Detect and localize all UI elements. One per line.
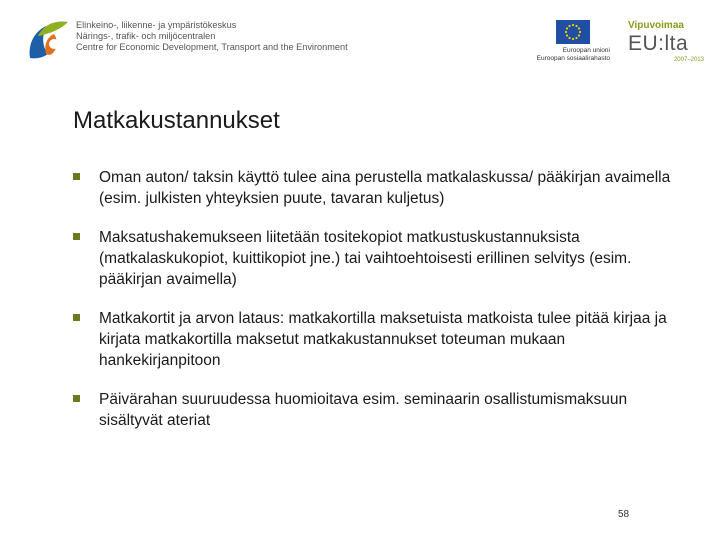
vipuvoimaa-title: Vipuvoimaa — [628, 20, 684, 31]
slide-title: Matkakustannukset — [73, 107, 280, 134]
eu-flag-icon — [556, 20, 590, 44]
bullet-text: Maksatushakemukseen liitetään tositekopiot matkustuskustannuksista (matkalaskukopiot, kuittikopiot jne.) tai vaihtoehtoisesti erillinen selvitys (esim. pääkirjan avaimella) — [99, 229, 632, 288]
slide-header — [0, 0, 720, 80]
square-bullet-icon — [73, 173, 80, 180]
program-years: 2007–2013 — [673, 57, 704, 63]
eu-caption — [520, 47, 610, 63]
ely-logo-icon — [24, 18, 70, 64]
bullet-text: Päivärahan suuruudessa huomioitava esim. seminaarin osallistumismaksuun sisältyvät ateriat — [99, 391, 628, 429]
eu-lta-label: EU:lta — [628, 32, 689, 55]
ely-name-sv: Närings-, trafik- och miljöcentralen — [76, 31, 216, 41]
page-number: 58 — [618, 509, 630, 520]
ely-name-fi: Elinkeino-, liikenne- ja ympäristökeskus — [76, 20, 237, 30]
eu-fund-label: Euroopan sosiaalirahasto — [536, 55, 610, 62]
bullet-text: Oman auton/ taksin käyttö tulee aina perustella matkalaskussa/ pääkirjan avaimella (esim. julkisten yhteyksien puute, tavaran kuljetus) — [99, 169, 671, 207]
bullet-text: Matkakortit ja arvon lataus: matkakortilla maksetuista matkoista tulee pitää kirjaa ja kirjata matkakortilla maksetut matkakustannukset toteuman mukaan hankekirjanpitoon — [99, 310, 667, 369]
eu-logo — [520, 20, 610, 66]
ely-name-en: Centre for Economic Development, Transport and the Environment — [76, 42, 348, 52]
list-item — [73, 227, 673, 290]
list-item — [73, 389, 673, 431]
square-bullet-icon — [73, 233, 80, 240]
list-item — [73, 308, 673, 371]
bullet-list — [73, 167, 673, 449]
list-item — [73, 167, 673, 209]
eu-union-label: Euroopan unioni — [562, 47, 610, 54]
square-bullet-icon — [73, 395, 80, 402]
vipuvoimaa-logo — [628, 20, 704, 66]
square-bullet-icon — [73, 314, 80, 321]
ely-organization-name — [76, 20, 348, 53]
